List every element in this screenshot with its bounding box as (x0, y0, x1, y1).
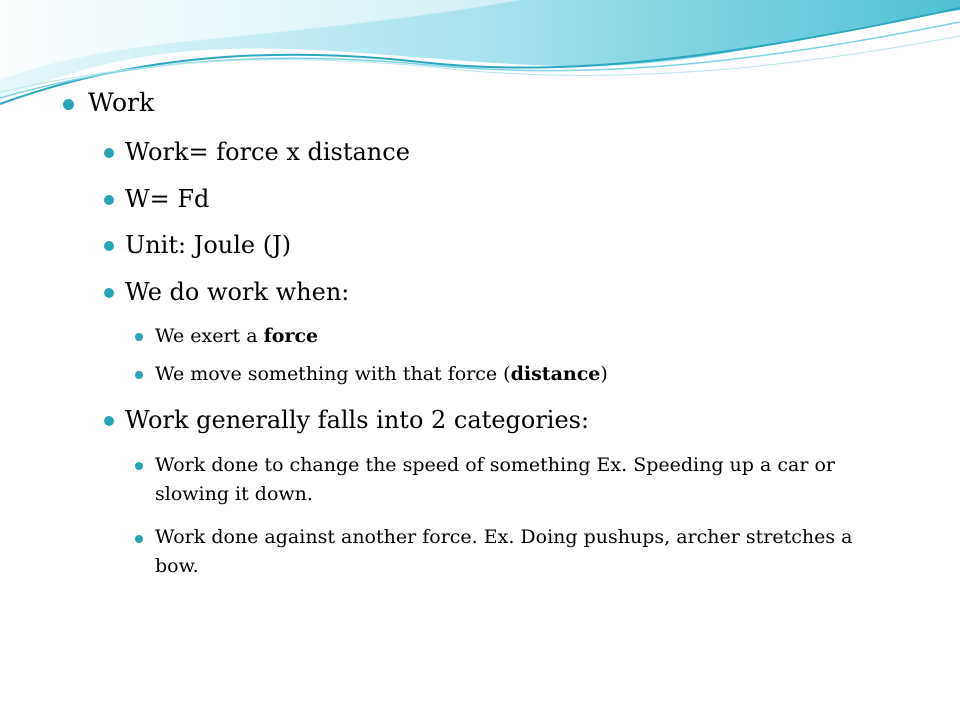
sub-item-emphasis: distance (510, 363, 601, 385)
list-item: Unit: Joule (J) (125, 231, 292, 259)
sub-list-item: Work done against another force. Ex. Doing pushups, archer stretches a bow. (155, 526, 853, 577)
list-item: Work= force x distance (125, 138, 410, 166)
bullet-icon (135, 371, 143, 379)
slide-heading: Work (88, 88, 155, 117)
sub-item-text: ) (600, 363, 608, 385)
bullet-icon (135, 535, 143, 543)
bullet-icon (104, 148, 114, 158)
list-item: Work generally falls into 2 categories: (125, 406, 590, 434)
sub-list-item: Work done to change the speed of something Ex. Speeding up a car or slowing it down. (155, 454, 835, 505)
list-item: W= Fd (125, 185, 210, 213)
bullet-icon (104, 288, 114, 298)
sub-list-item (155, 363, 608, 385)
bullet-icon (104, 241, 114, 251)
bullet-icon (63, 99, 74, 110)
sub-item-text: We move something with that force ( (155, 363, 511, 385)
bullet-icon (135, 462, 143, 470)
sub-item-text: We exert a (155, 325, 264, 347)
bullet-icon (104, 416, 114, 426)
bullet-icon (135, 333, 143, 341)
bullet-icon (104, 195, 114, 205)
sub-item-emphasis: force (263, 325, 319, 347)
list-item: We do work when: (125, 278, 350, 306)
sub-list-item (155, 325, 318, 347)
